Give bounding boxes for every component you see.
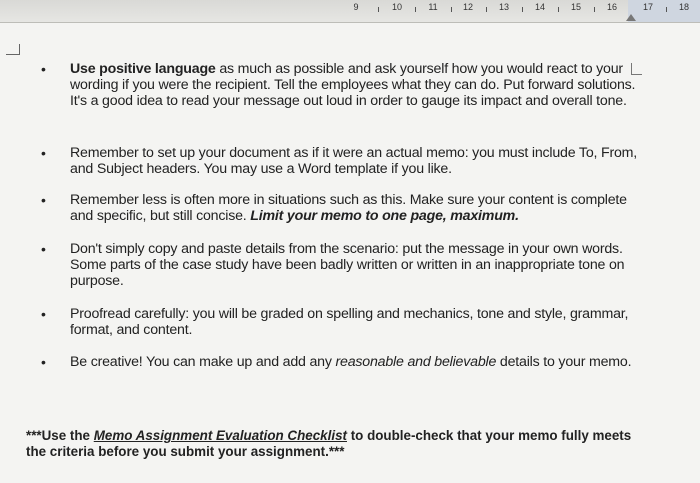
ruler-number-15: 15: [570, 2, 582, 12]
paragraph-mark-icon: [6, 44, 20, 55]
ruler-tick: [378, 7, 379, 12]
bullet-icon: •: [41, 61, 46, 77]
ruler-tick: [486, 7, 487, 12]
item-italic: reasonable and believable: [335, 354, 497, 370]
list-item: [41, 306, 640, 338]
item-emphasis: Limit your memo to one page, maximum.: [250, 208, 519, 224]
ruler-tick: [558, 7, 559, 12]
ruler-number-17: 17: [642, 2, 654, 12]
list-item: [41, 145, 640, 177]
ruler-number-18: 18: [678, 2, 690, 12]
ruler-number-16: 16: [606, 2, 618, 12]
ruler-tick: [451, 7, 452, 12]
bullet-icon: •: [41, 145, 46, 161]
list-item: [41, 354, 640, 370]
bullet-icon: •: [41, 306, 46, 322]
item-bold-lead: Use positive language: [70, 61, 216, 77]
ruler-number-9: 9: [353, 2, 359, 12]
ruler-tick: [594, 7, 595, 12]
list-item: [41, 192, 640, 224]
ruler-number-10: 10: [391, 2, 403, 12]
ruler-number-13: 13: [498, 2, 510, 12]
bullet-icon: •: [41, 241, 46, 257]
item-text: Be creative! You can make up and add any: [70, 354, 336, 370]
item-text: Don't simply copy and paste details from the scenario: put the message in your own words. Some parts of the case study have been badly written or written in an inappropriate tone on purpose.: [70, 241, 625, 289]
bullet-icon: •: [41, 354, 46, 370]
bullet-icon: •: [41, 192, 46, 208]
list-item: [41, 61, 640, 109]
ruler-tick: [522, 7, 523, 12]
ruler-number-11: 11: [428, 2, 438, 12]
note-text: to double-check that your memo fully meets the criteria before you submit your assignment.***: [26, 428, 632, 459]
checklist-title: Memo Assignment Evaluation Checklist: [93, 428, 347, 443]
item-text: Remember to set up your document as if it were an actual memo: you must include To, From, and Subject headers. You may use a Word template if you like.: [70, 145, 638, 177]
evaluation-checklist-note: [26, 428, 646, 460]
ruler-tick: [415, 7, 416, 12]
ruler-number-12: 12: [462, 2, 474, 12]
item-text-after: details to your memo.: [496, 354, 632, 370]
horizontal-ruler[interactable]: [0, 0, 700, 23]
ruler-number-14: 14: [534, 2, 546, 12]
note-prefix: ***Use the: [26, 428, 94, 443]
ruler-right-margin: [628, 0, 700, 22]
item-text: as much as possible and ask yourself how you would react to your wording if you were the recipient. Tell the employees what they can do. Put forward solutions. It's a good idea to read your message out loud in order to gauge its impact and overall tone.: [70, 61, 636, 109]
right-indent-marker[interactable]: [626, 14, 636, 21]
list-item: [41, 241, 640, 289]
item-text: Remember less is often more in situations such as this. Make sure your content is complete and specific, but still concise.: [70, 192, 627, 224]
ruler-tick: [666, 7, 667, 12]
item-text: Proofread carefully: you will be graded on spelling and mechanics, tone and style, grammar, format, and content.: [70, 306, 629, 338]
